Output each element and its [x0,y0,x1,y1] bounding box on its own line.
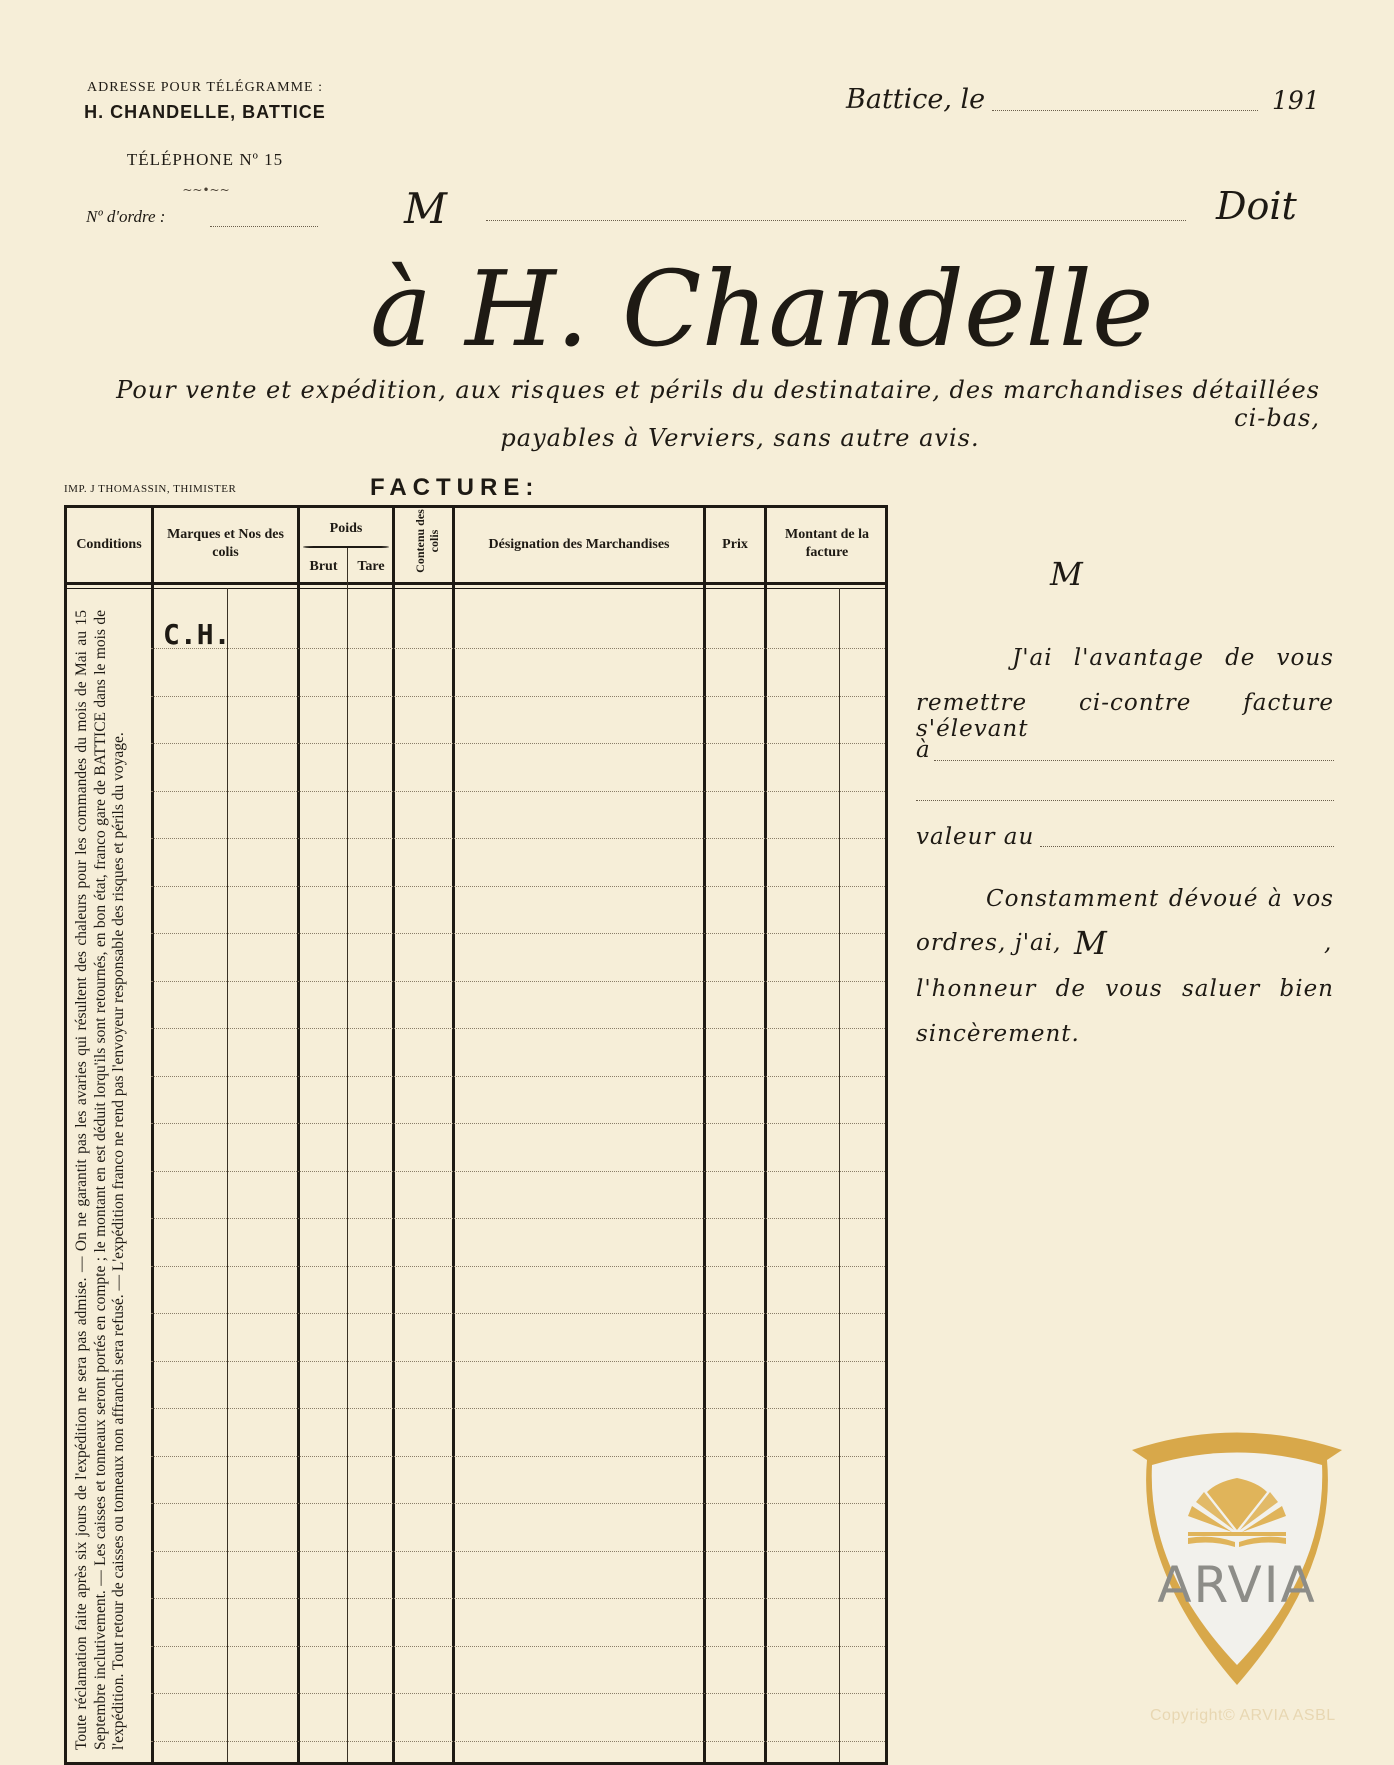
header-rule-thin [67,588,885,589]
table-row[interactable] [151,1741,885,1742]
description-line-1: Pour vente et expédition, aux risques et périls du destinataire, des marchandises détaillées ci-bas, [116,376,1320,432]
recipient-prefix: M [404,184,448,233]
date-field[interactable] [992,110,1258,111]
letter-line-6: l'honneur de vous saluer bien [916,976,1334,1002]
table-row[interactable] [151,1361,885,1362]
place-date-label: Battice, le [846,84,986,115]
letter-m: M [1074,924,1107,962]
facture-heading: FACTURE: [370,474,540,501]
company-name: H. CHANDELLE, BATTICE [84,102,326,122]
invoice-table [64,505,888,1765]
table-row[interactable] [151,791,885,792]
table-row[interactable] [151,1076,885,1077]
table-row[interactable] [151,933,885,934]
table-row[interactable] [151,838,885,839]
amount-field-2[interactable] [916,800,1334,801]
letter-line-2: remettre ci-contre facture s'élevant [916,690,1334,742]
description-line-2: payables à Verviers, sans autre avis. [500,424,980,452]
table-row[interactable] [151,1028,885,1029]
valeur-field[interactable] [1040,846,1334,847]
amount-field[interactable] [934,760,1334,761]
table-row[interactable] [151,1123,885,1124]
telephone-number: TÉLÉPHONE Nº 15 [126,150,284,169]
table-row[interactable] [151,886,885,887]
table-row[interactable] [151,1456,885,1457]
recipient-field[interactable] [486,220,1186,221]
col-line-thin [227,588,228,1762]
letter-line-1: J'ai l'avantage de vous [1012,645,1334,671]
table-row[interactable] [151,743,885,744]
table-row[interactable] [151,1551,885,1552]
copyright-text: Copyright© ARVIA ASBL [1150,1707,1336,1724]
table-row[interactable] [151,696,885,697]
ornament-divider: ~~•~~ [182,183,230,197]
telegram-address-label: ADRESSE POUR TÉLÉGRAMME : [87,80,323,95]
table-row[interactable] [151,1646,885,1647]
letter-line-4: Constamment dévoué à vos [986,886,1334,912]
order-number-field[interactable] [210,226,318,227]
letter-line-3: à [916,737,931,763]
table-row[interactable] [151,1266,885,1267]
year-label: 191 [1272,86,1320,115]
letter-line-7: sincèrement. [916,1021,1080,1047]
header-brut: Brut [309,559,338,574]
header-tare: Tare [357,559,385,574]
table-row[interactable] [151,1693,885,1694]
letter-comma: , [1324,930,1333,956]
header-montant: Montant de la facture [785,527,869,560]
doit-label: Doit [1216,184,1297,228]
header-poids: Poids [329,521,363,536]
table-row[interactable] [151,981,885,982]
printer-imprint: IMP. J THOMASSIN, THIMISTER [64,483,237,495]
conditions-text: Toute réclamation faite après six jours de l'expédition ne sera pas admise. — On ne garantit pas les avaries qui résultent des chaleurs pour les commandes du mois de Mai au 15 Septembre inclutivement. — Les caisses et tonneaux seront portés en compte ; le montant en est déduit lorqu'ils sont retournés, en bon état, franco gare de BATTICE dans le mois de l'expédition. Tout retour de caisses ou tonneaux non affranchi sera refusé. — L'expédition franco ne rend pas l'envoyeur responsable des risques et périls du voyage. [73,610,127,1750]
table-row[interactable] [151,1313,885,1314]
table-row[interactable] [151,1503,885,1504]
letter-salutation: M [1050,555,1083,593]
header-conditions: Conditions [76,537,142,552]
colis-mark: C.H. [163,618,231,651]
poids-divider [303,546,389,548]
table-row[interactable] [151,1218,885,1219]
header-prix: Prix [722,537,748,552]
table-row[interactable] [151,1171,885,1172]
table-row[interactable] [151,648,885,649]
header-marques: Marques et Nos des colis [167,527,284,560]
col-line-thin [839,588,840,1762]
table-row[interactable] [151,1598,885,1599]
col-line-thin [347,548,348,1762]
header-rule [67,582,885,585]
logo-text: ARVIA [1157,1556,1317,1614]
arvia-logo [1122,1420,1352,1700]
table-row[interactable] [151,1408,885,1409]
header-contenu: Contenu des colis [413,509,441,573]
letter-line-5: ordres, j'ai, [916,930,1062,956]
page-title: à H. Chandelle [370,248,1154,370]
valeur-label: valeur au [916,824,1035,850]
order-number-label: Nº d'ordre : [86,207,166,226]
header-designation: Désignation des Marchandises [488,537,670,552]
